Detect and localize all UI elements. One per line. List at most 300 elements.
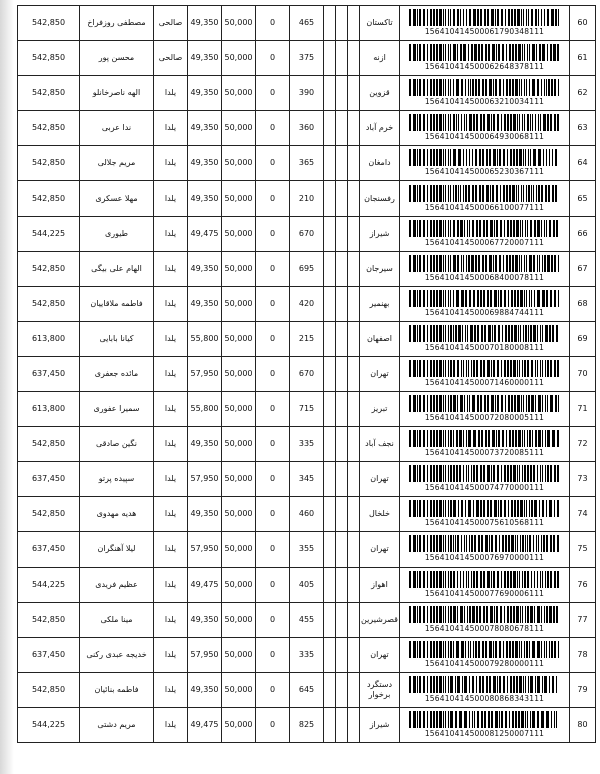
zero-value: 0 xyxy=(256,356,290,391)
barcode-cell xyxy=(400,6,570,41)
weight-value: 670 xyxy=(290,216,324,251)
empty-cell xyxy=(324,251,336,286)
sender-branch: یلدا xyxy=(154,111,188,146)
empty-cell xyxy=(348,321,360,356)
barcode-graphic xyxy=(409,325,561,342)
row-total: 637,450 xyxy=(18,356,80,391)
empty-cell xyxy=(348,532,360,567)
row-total: 542,850 xyxy=(18,41,80,76)
barcode-number: 156410414500081250007111 xyxy=(424,728,545,738)
row-number: 78 xyxy=(570,637,596,672)
row-number: 69 xyxy=(570,321,596,356)
zero-value: 0 xyxy=(256,216,290,251)
destination-city: شیراز xyxy=(360,707,400,742)
sender-branch: یلدا xyxy=(154,707,188,742)
barcode-number: 156410414500074770000111 xyxy=(424,483,545,493)
destination-city: قزوین xyxy=(360,76,400,111)
empty-cell xyxy=(324,321,336,356)
empty-cell xyxy=(324,356,336,391)
empty-cell xyxy=(324,41,336,76)
sender-branch: یلدا xyxy=(154,427,188,462)
postage-amount: 57,950 xyxy=(188,356,222,391)
barcode-number: 156410414500078080678111 xyxy=(424,623,545,633)
empty-cell xyxy=(348,111,360,146)
row-total: 542,850 xyxy=(18,672,80,707)
barcode-graphic xyxy=(409,79,561,96)
barcode-graphic xyxy=(409,149,561,166)
row-number: 75 xyxy=(570,532,596,567)
barcode-cell xyxy=(400,392,570,427)
postage-amount: 57,950 xyxy=(188,462,222,497)
zero-value: 0 xyxy=(256,321,290,356)
row-total: 542,850 xyxy=(18,602,80,637)
empty-cell xyxy=(348,286,360,321)
weight-value: 695 xyxy=(290,251,324,286)
row-total: 613,800 xyxy=(18,321,80,356)
barcode-cell xyxy=(400,181,570,216)
weight-value: 375 xyxy=(290,41,324,76)
barcode-number: 156410414500069884744111 xyxy=(424,307,545,317)
barcode-graphic xyxy=(409,676,561,693)
barcode-cell xyxy=(400,76,570,111)
empty-cell xyxy=(324,286,336,321)
barcode-number: 156410414500070180008111 xyxy=(424,342,545,352)
sender-branch: یلدا xyxy=(154,497,188,532)
empty-cell xyxy=(348,181,360,216)
barcode-graphic xyxy=(409,9,561,26)
barcode-cell xyxy=(400,111,570,146)
row-total: 542,850 xyxy=(18,286,80,321)
sender-branch: یلدا xyxy=(154,602,188,637)
row-total: 542,850 xyxy=(18,427,80,462)
base-amount: 50,000 xyxy=(222,146,256,181)
row-total: 544,225 xyxy=(18,216,80,251)
barcode-number: 156410414500066100077111 xyxy=(424,202,545,212)
recipient-name: فاطمه بنائیان xyxy=(80,672,154,707)
zero-value: 0 xyxy=(256,6,290,41)
recipient-name: سپیده پرتو xyxy=(80,462,154,497)
postage-amount: 55,800 xyxy=(188,392,222,427)
table-row xyxy=(18,462,596,497)
table-row xyxy=(18,567,596,602)
empty-cell xyxy=(336,532,348,567)
recipient-name: نگین صادقی xyxy=(80,427,154,462)
weight-value: 210 xyxy=(290,181,324,216)
row-total: 542,850 xyxy=(18,181,80,216)
weight-value: 670 xyxy=(290,356,324,391)
row-number: 80 xyxy=(570,707,596,742)
empty-cell xyxy=(348,602,360,637)
base-amount: 50,000 xyxy=(222,427,256,462)
row-number: 63 xyxy=(570,111,596,146)
barcode-number: 156410414500077690006111 xyxy=(424,588,545,598)
table-row xyxy=(18,321,596,356)
row-number: 67 xyxy=(570,251,596,286)
row-total: 613,800 xyxy=(18,392,80,427)
postage-amount: 49,475 xyxy=(188,567,222,602)
barcode-cell xyxy=(400,672,570,707)
barcode-number: 156410414500065230367111 xyxy=(424,167,545,177)
row-total: 637,450 xyxy=(18,637,80,672)
barcode-number: 156410414500072080005111 xyxy=(424,413,545,423)
base-amount: 50,000 xyxy=(222,392,256,427)
zero-value: 0 xyxy=(256,392,290,427)
empty-cell xyxy=(336,462,348,497)
weight-value: 215 xyxy=(290,321,324,356)
weight-value: 335 xyxy=(290,427,324,462)
empty-cell xyxy=(336,251,348,286)
zero-value: 0 xyxy=(256,602,290,637)
zero-value: 0 xyxy=(256,76,290,111)
recipient-name: طیوری xyxy=(80,216,154,251)
barcode-cell xyxy=(400,216,570,251)
empty-cell xyxy=(336,6,348,41)
base-amount: 50,000 xyxy=(222,41,256,76)
table-row xyxy=(18,392,596,427)
weight-value: 360 xyxy=(290,111,324,146)
destination-city: خلخال xyxy=(360,497,400,532)
barcode-cell xyxy=(400,41,570,76)
empty-cell xyxy=(324,707,336,742)
destination-city: قصرشیرین xyxy=(360,602,400,637)
empty-cell xyxy=(324,497,336,532)
barcode-number: 156410414500079280000111 xyxy=(424,658,545,668)
barcode-number: 156410414500080868343111 xyxy=(424,693,545,703)
recipient-name: کیانا بابایی xyxy=(80,321,154,356)
barcode-cell xyxy=(400,637,570,672)
empty-cell xyxy=(348,462,360,497)
zero-value: 0 xyxy=(256,497,290,532)
base-amount: 50,000 xyxy=(222,181,256,216)
barcode-cell xyxy=(400,532,570,567)
recipient-name: لیلا آهنگران xyxy=(80,532,154,567)
sender-branch: یلدا xyxy=(154,356,188,391)
empty-cell xyxy=(324,567,336,602)
table-row xyxy=(18,41,596,76)
sender-branch: یلدا xyxy=(154,637,188,672)
row-total: 542,850 xyxy=(18,6,80,41)
weight-value: 455 xyxy=(290,602,324,637)
barcode-cell xyxy=(400,321,570,356)
barcode-cell xyxy=(400,602,570,637)
sender-branch: یلدا xyxy=(154,392,188,427)
destination-city: شیراز xyxy=(360,216,400,251)
row-number: 65 xyxy=(570,181,596,216)
barcode-graphic xyxy=(409,114,561,131)
empty-cell xyxy=(348,6,360,41)
sender-branch: یلدا xyxy=(154,532,188,567)
zero-value: 0 xyxy=(256,111,290,146)
weight-value: 460 xyxy=(290,497,324,532)
postage-amount: 49,350 xyxy=(188,181,222,216)
base-amount: 50,000 xyxy=(222,356,256,391)
sender-branch: یلدا xyxy=(154,76,188,111)
recipient-name: مائده جعفری xyxy=(80,356,154,391)
row-total: 637,450 xyxy=(18,532,80,567)
empty-cell xyxy=(324,146,336,181)
table-row xyxy=(18,146,596,181)
recipient-name: مینا ملکی xyxy=(80,602,154,637)
empty-cell xyxy=(324,76,336,111)
row-total: 542,850 xyxy=(18,251,80,286)
recipient-name: عظیم فریدی xyxy=(80,567,154,602)
empty-cell xyxy=(348,637,360,672)
zero-value: 0 xyxy=(256,286,290,321)
postage-amount: 49,350 xyxy=(188,41,222,76)
base-amount: 50,000 xyxy=(222,321,256,356)
sender-branch: یلدا xyxy=(154,321,188,356)
row-total: 544,225 xyxy=(18,567,80,602)
empty-cell xyxy=(324,602,336,637)
destination-city: دستگرد برخوار xyxy=(360,672,400,707)
destination-city: تهران xyxy=(360,356,400,391)
row-number: 61 xyxy=(570,41,596,76)
weight-value: 345 xyxy=(290,462,324,497)
base-amount: 50,000 xyxy=(222,707,256,742)
table-row xyxy=(18,637,596,672)
postage-amount: 49,350 xyxy=(188,497,222,532)
postage-amount: 49,475 xyxy=(188,216,222,251)
table-row xyxy=(18,111,596,146)
empty-cell xyxy=(348,497,360,532)
row-number: 76 xyxy=(570,567,596,602)
empty-cell xyxy=(336,321,348,356)
base-amount: 50,000 xyxy=(222,111,256,146)
zero-value: 0 xyxy=(256,427,290,462)
recipient-name: الهه ناصرخانلو xyxy=(80,76,154,111)
sender-branch: یلدا xyxy=(154,567,188,602)
empty-cell xyxy=(324,6,336,41)
zero-value: 0 xyxy=(256,41,290,76)
base-amount: 50,000 xyxy=(222,567,256,602)
barcode-cell xyxy=(400,427,570,462)
table-row xyxy=(18,707,596,742)
postage-amount: 57,950 xyxy=(188,637,222,672)
barcode-cell xyxy=(400,462,570,497)
base-amount: 50,000 xyxy=(222,637,256,672)
empty-cell xyxy=(324,181,336,216)
weight-value: 365 xyxy=(290,146,324,181)
empty-cell xyxy=(324,637,336,672)
sender-branch: یلدا xyxy=(154,286,188,321)
destination-city: دامغان xyxy=(360,146,400,181)
postage-amount: 49,350 xyxy=(188,111,222,146)
row-total: 544,225 xyxy=(18,707,80,742)
base-amount: 50,000 xyxy=(222,286,256,321)
table-row xyxy=(18,356,596,391)
empty-cell xyxy=(336,41,348,76)
postage-amount: 49,350 xyxy=(188,251,222,286)
empty-cell xyxy=(348,41,360,76)
sender-branch: صالحی xyxy=(154,41,188,76)
empty-cell xyxy=(336,146,348,181)
table-row xyxy=(18,602,596,637)
sender-branch: یلدا xyxy=(154,462,188,497)
postage-amount: 49,350 xyxy=(188,76,222,111)
empty-cell xyxy=(336,181,348,216)
barcode-graphic xyxy=(409,430,561,447)
barcode-number: 156410414500061790348111 xyxy=(424,27,545,37)
barcode-cell xyxy=(400,497,570,532)
weight-value: 355 xyxy=(290,532,324,567)
weight-value: 465 xyxy=(290,6,324,41)
recipient-name: الهام علی بیگی xyxy=(80,251,154,286)
barcode-number: 156410414500063210034111 xyxy=(424,97,545,107)
recipient-name: مریم جلالی xyxy=(80,146,154,181)
sender-branch: یلدا xyxy=(154,251,188,286)
base-amount: 50,000 xyxy=(222,6,256,41)
empty-cell xyxy=(336,111,348,146)
base-amount: 50,000 xyxy=(222,497,256,532)
recipient-name: خدیجه عبدی رکنی xyxy=(80,637,154,672)
sender-branch: صالحی xyxy=(154,6,188,41)
row-number: 60 xyxy=(570,6,596,41)
table-row xyxy=(18,427,596,462)
zero-value: 0 xyxy=(256,532,290,567)
sender-branch: یلدا xyxy=(154,216,188,251)
barcode-number: 156410414500068400078111 xyxy=(424,272,545,282)
row-number: 62 xyxy=(570,76,596,111)
destination-city: تهران xyxy=(360,462,400,497)
weight-value: 390 xyxy=(290,76,324,111)
destination-city: تهران xyxy=(360,637,400,672)
base-amount: 50,000 xyxy=(222,216,256,251)
table-row xyxy=(18,216,596,251)
destination-city: خرم آباد xyxy=(360,111,400,146)
barcode-number: 156410414500073720085111 xyxy=(424,448,545,458)
empty-cell xyxy=(336,356,348,391)
barcode-cell xyxy=(400,286,570,321)
zero-value: 0 xyxy=(256,707,290,742)
destination-city: اصفهان xyxy=(360,321,400,356)
barcode-graphic xyxy=(409,220,561,237)
destination-city: سیرجان xyxy=(360,251,400,286)
barcode-number: 156410414500075610568111 xyxy=(424,518,545,528)
postage-amount: 49,475 xyxy=(188,707,222,742)
barcode-graphic xyxy=(409,255,561,272)
empty-cell xyxy=(324,427,336,462)
barcode-graphic xyxy=(409,500,561,517)
row-number: 73 xyxy=(570,462,596,497)
barcode-graphic xyxy=(409,290,561,307)
empty-cell xyxy=(324,462,336,497)
postage-amount: 49,350 xyxy=(188,602,222,637)
table-row xyxy=(18,6,596,41)
recipient-name: هدیه مهدوی xyxy=(80,497,154,532)
row-number: 66 xyxy=(570,216,596,251)
barcode-graphic xyxy=(409,535,561,552)
sender-branch: یلدا xyxy=(154,672,188,707)
barcode-graphic xyxy=(409,465,561,482)
empty-cell xyxy=(336,76,348,111)
empty-cell xyxy=(324,216,336,251)
barcode-graphic xyxy=(409,606,561,623)
postage-amount: 49,350 xyxy=(188,427,222,462)
base-amount: 50,000 xyxy=(222,602,256,637)
row-number: 64 xyxy=(570,146,596,181)
weight-value: 825 xyxy=(290,707,324,742)
recipient-name: مهلا عسکری xyxy=(80,181,154,216)
page-edge-shadow xyxy=(0,0,14,774)
postage-amount: 49,350 xyxy=(188,286,222,321)
empty-cell xyxy=(348,216,360,251)
weight-value: 420 xyxy=(290,286,324,321)
recipient-name: سمیرا عفوری xyxy=(80,392,154,427)
empty-cell xyxy=(336,602,348,637)
shipment-table xyxy=(17,5,596,743)
barcode-graphic xyxy=(409,185,561,202)
zero-value: 0 xyxy=(256,637,290,672)
barcode-graphic xyxy=(409,395,561,412)
barcode-cell xyxy=(400,146,570,181)
empty-cell xyxy=(348,76,360,111)
table-row xyxy=(18,181,596,216)
empty-cell xyxy=(336,707,348,742)
empty-cell xyxy=(336,392,348,427)
barcode-number: 156410414500064930068111 xyxy=(424,132,545,142)
empty-cell xyxy=(324,672,336,707)
barcode-graphic xyxy=(409,641,561,658)
row-total: 542,850 xyxy=(18,146,80,181)
recipient-name: فاطمه ملاقاییان xyxy=(80,286,154,321)
barcode-graphic xyxy=(409,360,561,377)
table-row xyxy=(18,286,596,321)
sender-branch: یلدا xyxy=(154,181,188,216)
barcode-cell xyxy=(400,251,570,286)
recipient-name: ندا عربی xyxy=(80,111,154,146)
empty-cell xyxy=(336,567,348,602)
table-row xyxy=(18,76,596,111)
table-row xyxy=(18,251,596,286)
table-body xyxy=(18,6,596,743)
empty-cell xyxy=(336,637,348,672)
destination-city: رفسنجان xyxy=(360,181,400,216)
weight-value: 715 xyxy=(290,392,324,427)
row-number: 77 xyxy=(570,602,596,637)
empty-cell xyxy=(348,251,360,286)
empty-cell xyxy=(348,567,360,602)
empty-cell xyxy=(348,146,360,181)
weight-value: 405 xyxy=(290,567,324,602)
row-number: 72 xyxy=(570,427,596,462)
empty-cell xyxy=(324,392,336,427)
barcode-number: 156410414500071460000111 xyxy=(424,377,545,387)
recipient-name: مریم دشتی xyxy=(80,707,154,742)
zero-value: 0 xyxy=(256,146,290,181)
empty-cell xyxy=(348,427,360,462)
empty-cell xyxy=(336,286,348,321)
base-amount: 50,000 xyxy=(222,672,256,707)
sender-branch: یلدا xyxy=(154,146,188,181)
row-total: 542,850 xyxy=(18,497,80,532)
barcode-cell xyxy=(400,707,570,742)
base-amount: 50,000 xyxy=(222,532,256,567)
destination-city: تاکستان xyxy=(360,6,400,41)
recipient-name: محسن پور xyxy=(80,41,154,76)
row-number: 74 xyxy=(570,497,596,532)
base-amount: 50,000 xyxy=(222,76,256,111)
zero-value: 0 xyxy=(256,462,290,497)
destination-city: تبریز xyxy=(360,392,400,427)
empty-cell xyxy=(336,672,348,707)
barcode-graphic xyxy=(409,571,561,588)
empty-cell xyxy=(348,672,360,707)
empty-cell xyxy=(336,216,348,251)
table-row xyxy=(18,497,596,532)
postage-amount: 49,350 xyxy=(188,672,222,707)
empty-cell xyxy=(324,111,336,146)
barcode-number: 156410414500067720007111 xyxy=(424,237,545,247)
